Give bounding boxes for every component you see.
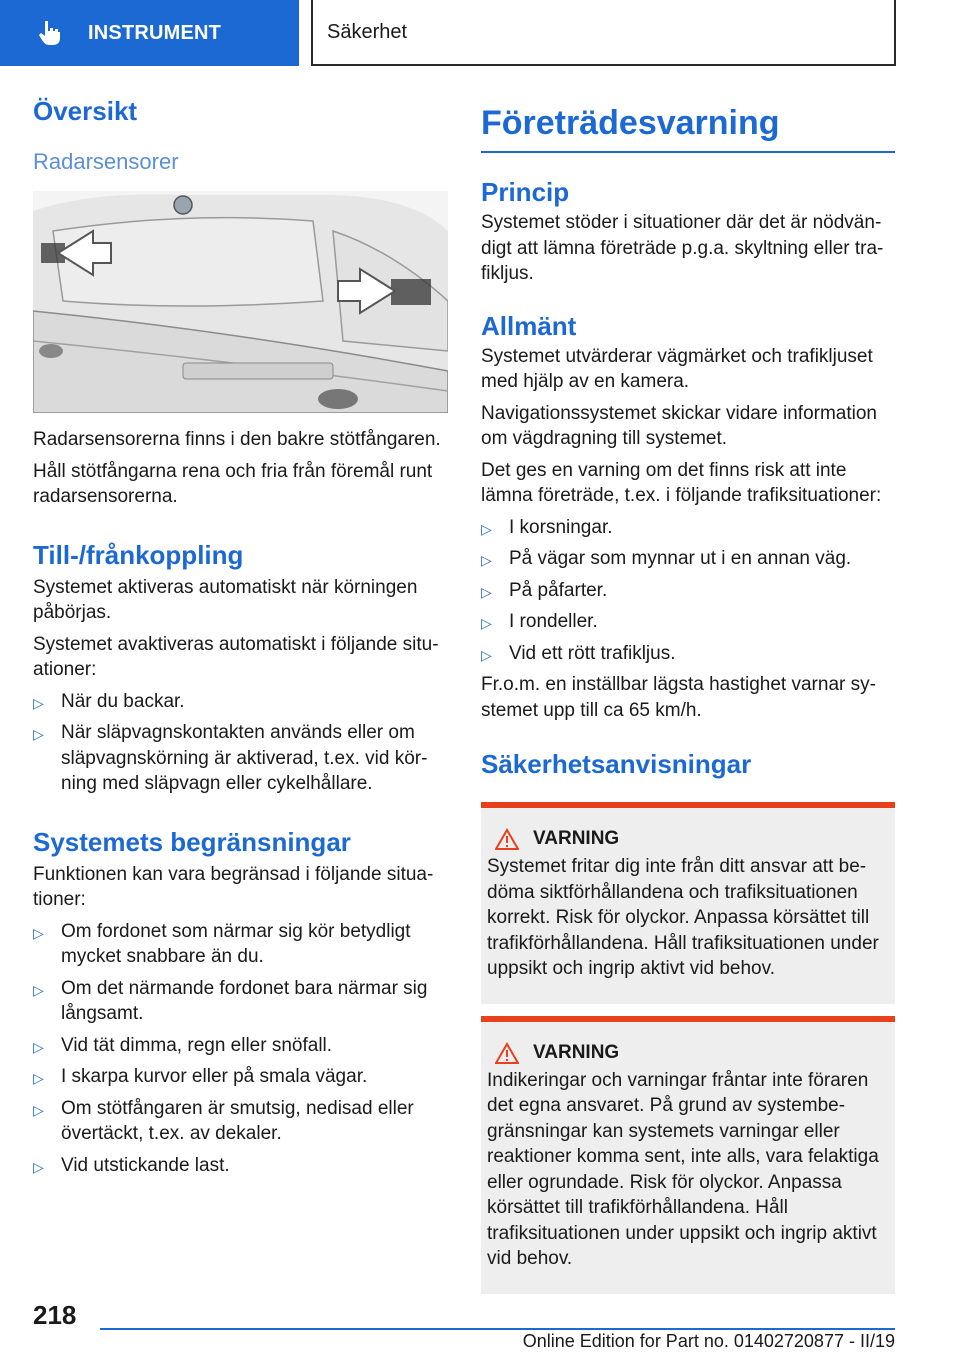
heading-toggle: Till-/frånkoppling [33,539,244,570]
warning-triangle-icon [495,1042,519,1064]
warning-box [481,802,895,1004]
list-item: ▷ I rondeller. [481,609,895,635]
chapter-label: INSTRUMENT [88,21,222,44]
triangle-bullet-icon: ▷ [33,726,44,742]
list-item: ▷ Vid ett rött trafikljus. [481,641,895,667]
warning-header [487,1042,887,1064]
section-title: Säkerhet [311,0,896,66]
list-item: ▷ Om stötfångaren är smutsig, nedisad eller övertäckt, t.ex. av dekaler. [33,1097,414,1144]
list-item: ▷ På påfarter. [481,578,895,604]
warning-text: Systemet fritar dig inte från ditt ansvar att bedöma siktförhållandena och trafiksituationen korrekt. Risk för olyckor. Anpassa körsättet till trafikförhållandena. Håll trafiksituationen under uppsikt och ingrip aktivt vid behov. [487,856,879,979]
edition-info: Online Edition for Part no. 01402720877 - II/19 [522,1331,895,1351]
heading-limits: Systemets begränsningar [33,826,351,857]
paragraph: Radarsensorerna finns i den bakre stötfångaren. [33,429,441,450]
list-item: ▷ Vid utstickande last. [33,1153,448,1179]
heading-safety: Säkerhetsanvisningar [481,749,752,779]
triangle-bullet-icon: ▷ [481,520,492,537]
warning-triangle-icon [495,828,519,850]
warning-title: VARNING [533,1041,620,1063]
list-item: ▷ När släpvagnskontakten används eller om släpvagnskörning är aktiverad, t.ex. vid körning med släpvagn eller cykelhållare. [33,722,428,794]
triangle-bullet-icon: ▷ [33,981,44,998]
paragraph: Funktionen kan vara begränsad i följande situationer: [33,863,434,910]
left-column [33,96,448,1184]
paragraph: Systemet aktiveras automatiskt när körningen påbörjas. [33,576,418,623]
triangle-bullet-icon: ▷ [33,924,44,941]
triangle-bullet-icon: ▷ [33,1158,44,1175]
paragraph: Fr.o.m. en inställbar lägsta hastighet varnar systemet upp till ca 65 km/h. [481,674,876,721]
triangle-bullet-icon: ▷ [481,646,492,663]
list-item: ▷ I korsningar. [481,515,895,541]
right-column [481,96,895,1294]
warning-box [481,1016,895,1294]
heading-princip: Princip [481,177,570,207]
paragraph: Håll stötfångarna rena och fria från föremål runt radarsensorerna. [33,460,433,507]
triangle-bullet-icon: ▷ [33,1101,44,1118]
page-header [0,0,960,66]
list-item: ▷ I skarpa kurvor eller på smala vägar. [33,1064,448,1090]
chapter-tab[interactable] [0,0,299,66]
paragraph: Navigationssystemet skickar vidare information om vägdragning till systemet. [481,402,877,449]
warning-header [487,828,887,850]
heading-foretradesvarning: Företrädesvarning [481,104,895,153]
allmant-list [481,515,895,667]
hand-pointer-icon [36,18,66,48]
list-item: ▷ Vid tät dimma, regn eller snöfall. [33,1033,448,1059]
triangle-bullet-icon: ▷ [481,552,492,568]
triangle-bullet-icon: ▷ [481,583,492,600]
list-item: ▷ På vägar som mynnar ut i en annan väg. [481,546,895,572]
triangle-bullet-icon: ▷ [33,1070,44,1086]
heading-allmant: Allmänt [481,310,577,341]
toggle-list [33,689,448,797]
list-item: ▷ Om fordonet som närmar sig kör betydligt mycket snabbare än du. [33,920,411,967]
warning-title: VARNING [533,828,620,849]
paragraph: Systemet utvärderar vägmärket och trafikljuset med hjälp av en kamera. [481,345,873,392]
list-item: ▷ Om det närmande fordonet bara närmar sig långsamt. [33,977,428,1024]
list-item: ▷ När du backar. [33,689,448,715]
radar-sensor-image [33,191,448,413]
limits-list [33,919,448,1179]
paragraph: Systemet stöder i situationer där det är nödvändigt att lämna företräde p.g.a. skyltning eller trafikljus. [481,212,884,284]
warning-text: Indikeringar och varningar fråntar inte föraren det egna ansvaret. På grund av systembegränsningar kan systemets varningar eller reaktioner komma sent, inte alls, vara felaktiga eller ogrundade. Risk för olyckor. Anpassa körsättet till trafikförhållandena. Håll trafiksituationen under uppsikt och ingrip aktivt vid behov. [487,1069,879,1269]
page-number: 218 [33,1300,77,1330]
footer-divider [100,1328,895,1330]
paragraph: Det ges en varning om det finns risk att inte lämna företräde, t.ex. i följande trafiksituationer: [481,459,882,506]
heading-oversikt: Översikt [33,96,138,126]
triangle-bullet-icon: ▷ [33,1038,44,1055]
triangle-bullet-icon: ▷ [481,615,492,631]
triangle-bullet-icon: ▷ [33,694,44,711]
subheading-radar: Radarsensorer [33,149,179,174]
paragraph: Systemet avaktiveras automatiskt i följande situationer: [33,633,439,680]
